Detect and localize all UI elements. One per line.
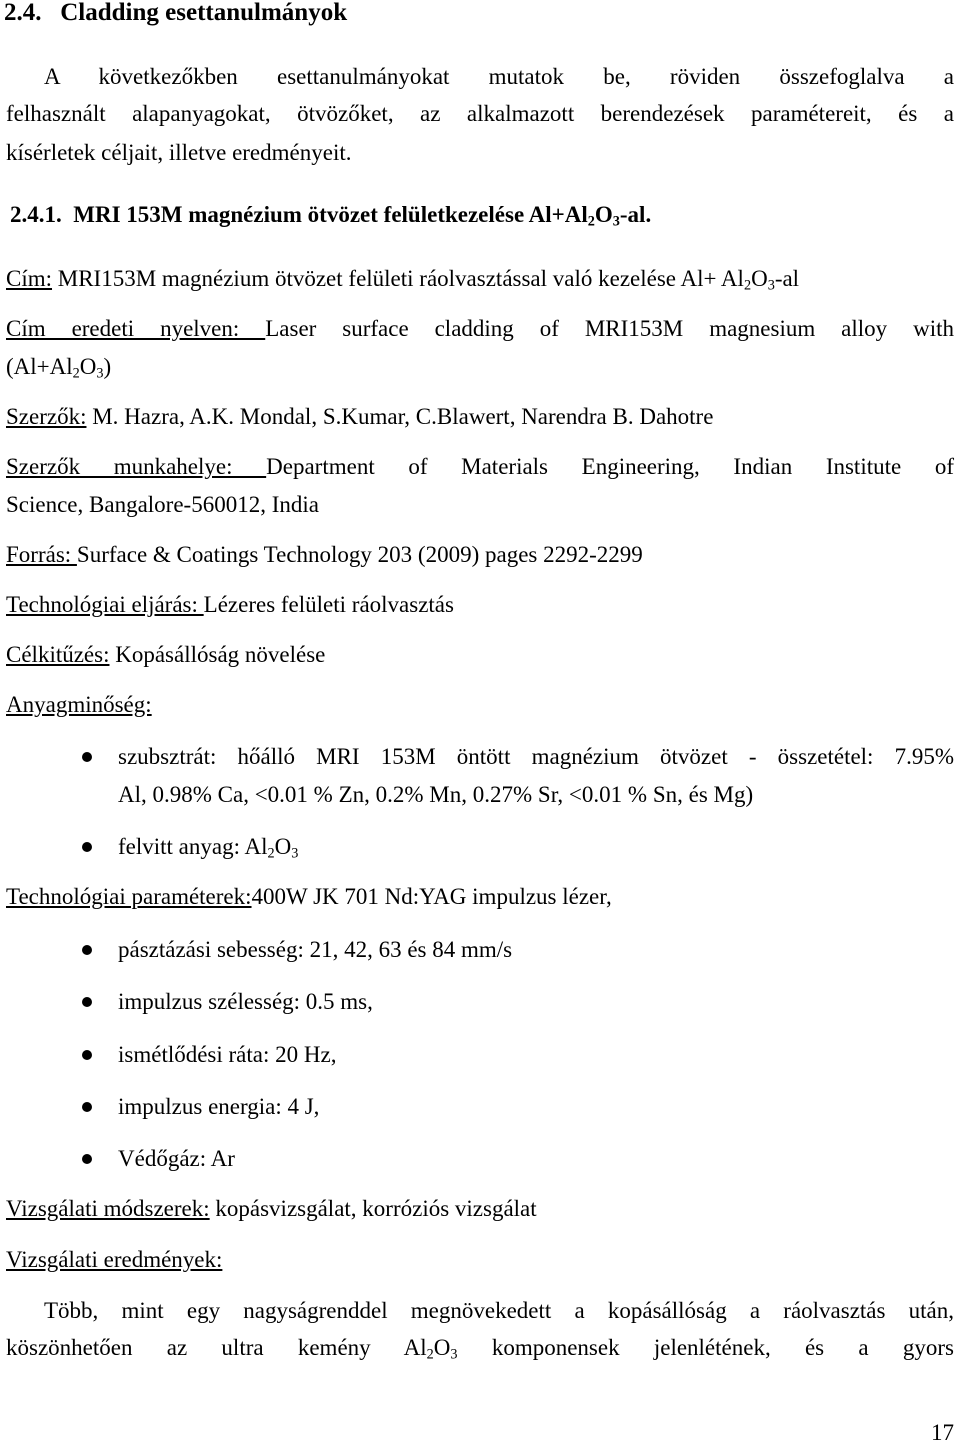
celkituzes-line — [6, 640, 954, 670]
anyagminoseg-label: Anyagminőség: — [6, 692, 152, 717]
szerzok-value: M. Hazra, A.K. Mondal, S.Kumar, C.Blawert, Narendra B. Dahotre — [86, 404, 714, 429]
subsection-number: 2.4.1. — [10, 202, 62, 227]
intro-line-1: A következőkben esettanulmányokat mutatok be, röviden összefoglalva a — [44, 64, 954, 89]
technologia-value: Lézeres felületi ráolvasztás — [203, 592, 454, 617]
anyagminoseg-line — [6, 690, 954, 720]
bullet-icon — [82, 945, 92, 955]
section-title: Cladding esettanulmányok — [60, 0, 348, 26]
modszerek-line — [6, 1194, 954, 1224]
munkahely-label: Szerzők munkahelye: — [6, 454, 267, 479]
cim-eredeti-line-2: $(Al+Al_2O_3)$ — [6, 354, 112, 382]
munkahely-line-2: Science, Bangalore-560012, India — [6, 492, 319, 517]
celkituzes-label: Célkitűzés: — [6, 642, 110, 667]
list-item: impulzus energia: 4 J, — [118, 1094, 320, 1119]
szerzok-line — [6, 402, 954, 432]
cim-eredeti-label: Cím eredeti nyelven: — [6, 316, 266, 341]
bullet-icon — [82, 997, 92, 1007]
parameterek-line — [6, 882, 954, 912]
cim-eredeti-line-1: Cím eredeti nyelven: Laser surface cladding of MRI153M magnesium alloy with — [6, 316, 954, 341]
cim-line: Cím: MRI153M magnézium ötvözet felületi ráolvasztással való kezelése $Al+ Al_2O_3-al$ — [6, 266, 800, 294]
page-number: 17 — [931, 1420, 954, 1445]
technologia-line — [6, 590, 954, 620]
szerzok-label: Szerzők: — [6, 404, 87, 429]
result-line-2: köszönhetően az ultra kemény $Al_2O_3$ komponensek jelenlétének, és a gyors — [6, 1335, 954, 1363]
cim-label: Cím: — [6, 266, 53, 291]
list-item: felvitt anyag: $Al_2O_3$ — [118, 834, 299, 862]
munkahely-line-1: Szerzők munkahelye: Department of Materials Engineering, Indian Institute of — [6, 454, 954, 479]
bullet-icon — [82, 1102, 92, 1112]
list-item-continuation: Al, 0.98% Ca, <0.01 % Zn, 0.2% Mn, 0.27% Sr, <0.01 % Sn, és Mg) — [118, 782, 754, 807]
list-item: szubsztrát: hőálló MRI 153M öntött magnézium ötvözet - összetétel: 7.95% — [118, 744, 954, 769]
bullet-icon — [82, 1050, 92, 1060]
eredmenyek-label: Vizsgálati eredmények: — [6, 1247, 223, 1272]
modszerek-value: kopásvizsgálat, korróziós vizsgálat — [209, 1196, 537, 1221]
forras-value: Surface & Coatings Technology 203 (2009) pages 2292-2299 — [76, 542, 643, 567]
section-number: 2.4. — [4, 0, 42, 26]
parameterek-label: Technológiai paraméterek: — [6, 884, 252, 909]
list-item: Védőgáz: Ar — [118, 1146, 235, 1171]
eredmenyek-line — [6, 1245, 954, 1275]
list-item: pásztázási sebesség: 21, 42, 63 és 84 mm/s — [118, 937, 513, 962]
modszerek-label: Vizsgálati módszerek: — [6, 1196, 210, 1221]
forras-label: Forrás: — [6, 542, 77, 567]
list-item: ismétlődési ráta: 20 Hz, — [118, 1042, 337, 1067]
list-item: impulzus szélesség: 0.5 ms, — [118, 989, 373, 1014]
intro-line-2: felhasznált alapanyagokat, ötvözőket, az alkalmazott berendezések paramétereit, és a — [6, 101, 954, 126]
celkituzes-value: Kopásállóság növelése — [109, 642, 326, 667]
bullet-icon — [82, 842, 92, 852]
technologia-label: Technológiai eljárás: — [6, 592, 204, 617]
parameterek-value: 400W JK 701 Nd:YAG impulzus lézer, — [251, 884, 612, 909]
result-line-1: Több, mint egy nagyságrenddel megnövekedett a kopásállóság a ráolvasztás után, — [44, 1298, 954, 1323]
forras-line — [6, 540, 954, 570]
bullet-icon — [82, 752, 92, 762]
subsection-heading: 2.4.1. MRI 153M magnézium ötvözet felületkezelése $Al+Al_2O_3-al$. — [10, 202, 652, 230]
section-heading — [4, 0, 954, 28]
bullet-icon — [82, 1154, 92, 1164]
intro-line-3: kísérletek céljait, illetve eredményeit. — [6, 140, 352, 165]
